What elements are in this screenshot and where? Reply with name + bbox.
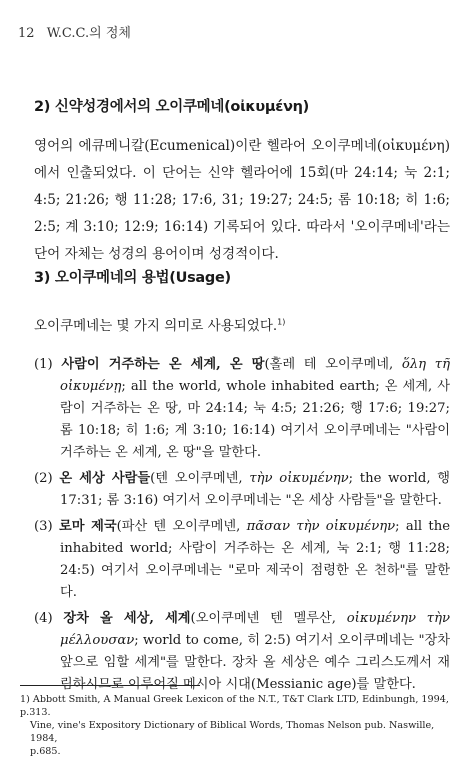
- item-keyword: 장차 올 세상, 세계: [63, 611, 191, 626]
- intro-text: 오이쿠메네는 몇 가지 의미로 사용되었다.: [34, 318, 278, 334]
- item-number: (1): [34, 357, 53, 372]
- section-2-heading: 2) 신약성경에서의 오이쿠메네(οἰκυμένη): [34, 99, 309, 115]
- item-greek: οἰκυμένην τὴν μέλλουσαν: [60, 611, 450, 648]
- item-keyword: 온 세상 사람들: [59, 471, 151, 486]
- item-text: ; world to come, 히 2:5) 여기서 오이쿠메네는 "장차 앞으로 임할 세계"를 말한다. 장차 올 세상은 예수 그리스도께서 재림하시므로 이루어질 메시아 시대(Messianic age)를 말한다.: [60, 633, 450, 692]
- running-title: W.C.C.의 정체: [46, 26, 131, 41]
- item-prefix: (파산 텐 오이쿠메넨,: [116, 519, 247, 534]
- page-number: 12: [18, 26, 35, 41]
- footnote-line: p.685.: [30, 746, 61, 757]
- footnote-ref: 1): [277, 317, 286, 327]
- item-number: (4): [34, 611, 53, 626]
- section-2-paragraph: [34, 133, 450, 268]
- footnote-divider: [20, 685, 200, 686]
- footnote-line: 1) Abbott Smith, A Manual Greek Lexicon of the N.T., T&T Clark LTD, Edinbungh, 1994, p.313.: [20, 694, 449, 718]
- list-item: [34, 516, 450, 604]
- item-greek: τὴν οἰκυμένην: [249, 471, 349, 486]
- running-header: [18, 22, 131, 41]
- list-item: [34, 354, 450, 464]
- item-text: ; all the inhabited world; 사람이 거주하는 온 세계, 눅 2:1; 행 11:28; 24:5) 여기서 오이쿠메네는 "로마 제국이 점령한 온 천하"를 말한다.: [60, 519, 450, 600]
- list-item: [34, 608, 450, 696]
- footnote: [20, 693, 456, 758]
- item-text: ; the world, 행 17:31; 롬 3:16) 여기서 오이쿠메네는 "온 세상 사람들"을 말한다.: [60, 471, 450, 508]
- item-number: (3): [34, 519, 53, 534]
- section-3-intro: [34, 314, 285, 334]
- item-greek: πᾶσαν τὴν οἰκυμένην: [246, 519, 396, 534]
- footnote-line: Vine, vine's Expository Dictionary of Biblical Words, Thomas Nelson pub. Naswille, 1984,: [30, 720, 435, 744]
- item-prefix: (텐 오이쿠메넨,: [150, 471, 250, 486]
- usage-list: [34, 354, 450, 700]
- item-keyword: 로마 제국: [58, 519, 117, 534]
- item-prefix: (오이쿠메넨 텐 멜루산,: [190, 611, 347, 626]
- section-3-heading: 3) 오이쿠메네의 용법(Usage): [34, 270, 231, 286]
- item-greek: ὅλη τῆ οἰκυμένῃ: [60, 357, 450, 394]
- item-text: ; all the world, whole inhabited earth; 온 세계, 사람이 거주하는 온 땅, 마 24:14; 눅 4:5; 21:26; 행 17:6; 19:27; 롬 10:18; 히 1:6; 계 3:10; 16:14) 여기서 오이쿠메네는 "사람이 거주하는 온 세계, 온 땅"을 말한다.: [60, 379, 450, 460]
- list-item: [34, 468, 450, 512]
- item-keyword: 사람이 거주하는 온 세계, 온 땅: [61, 357, 265, 372]
- item-number: (2): [34, 471, 53, 486]
- item-prefix: (홀레 테 오이쿠메네,: [264, 357, 402, 372]
- section-2-body: 영어의 에큐메니칼(Ecumenical)이란 헬라어 오이쿠메네(οἰκυμένη)에서 인출되었다. 이 단어는 신약 헬라어에 15회(마 24:14; 눅 2:1; 4:5; 21:26; 행 11:28; 17:6, 31; 19:27; 24:5; 롬 10:18; 히 1:6; 2:5; 계 3:10; 12:9; 16:14) 기록되어 있다. 따라서 '오이쿠메네'라는 단어 자체는 성경의 용어이며 성경적이다.: [34, 138, 450, 262]
